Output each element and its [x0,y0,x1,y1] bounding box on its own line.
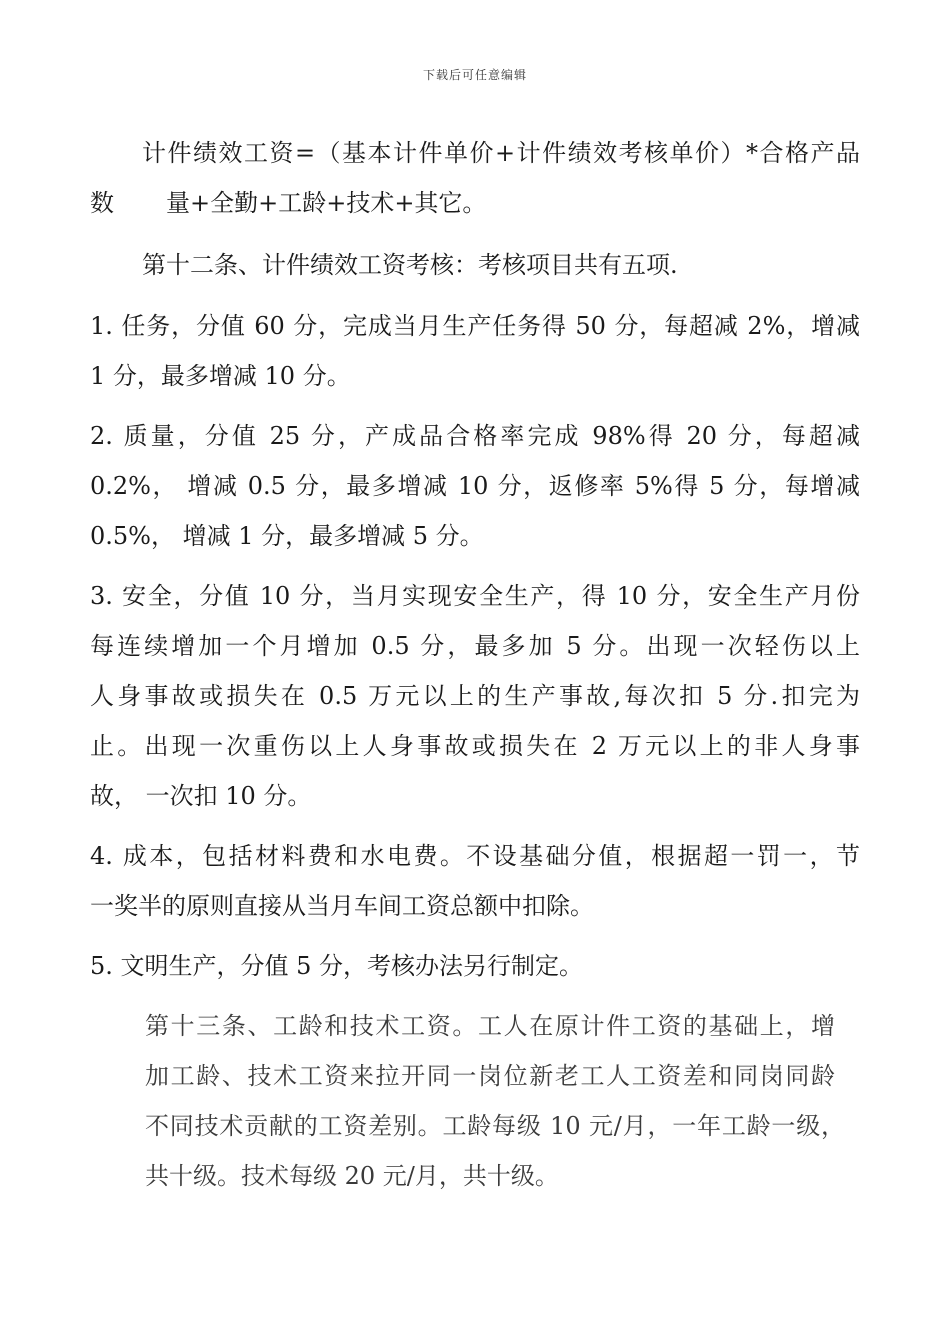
item-4-line-2: 一奖半的原则直接从当月车间工资总额中扣除。 [90,892,594,920]
header-note: 下载后可任意编辑 [422,68,527,82]
item-5-line-1: 5. 文明生产，分值 5 分，考核办法另行制定。 [90,952,584,980]
article-13-line-4: 共十级。技术每级 20 元/月，共十级。 [145,1162,559,1190]
article-12-title: 第十二条、计件绩效工资考核：考核项目共有五项. [142,251,678,279]
formula-line-2-rest: 量+全勤+工龄+技术+其它。 [166,189,487,217]
item-3-line-3: 人身事故或损失在 0.5 万元以上的生产事故,每次扣 5 分.扣完为 [90,682,860,710]
formula-line-2-lead: 数 [90,189,114,217]
item-3-line-1: 3. 安全，分值 10 分，当月实现安全生产，得 10 分，安全生产月份 [90,582,860,610]
item-3-line-2: 每连续增加一个月增加 0.5 分，最多加 5 分。出现一次轻伤以上 [90,632,860,660]
item-3-line-4: 止。出现一次重伤以上人身事故或损失在 2 万元以上的非人身事 [90,732,860,760]
item-2-line-1: 2. 质量，分值 25 分，产成品合格率完成 98%得 20 分，每超减 [90,422,860,450]
formula-line-1: 计件绩效工资=（基本计件单价+计件绩效考核单价）*合格产品 [142,139,860,167]
item-1-line-2: 1 分，最多增减 10 分。 [90,362,351,390]
item-4-line-1: 4. 成本，包括材料费和水电费。不设基础分值，根据超一罚一，节 [90,842,860,870]
item-2-line-3: 0.5%， 增减 1 分，最多增减 5 分。 [90,522,484,550]
item-2-line-2: 0.2%， 增减 0.5 分，最多增减 10 分，返修率 5%得 5 分，每增减 [90,472,860,500]
article-13-line-2: 加工龄、技术工资来拉开同一岗位新老工人工资差和同岗同龄 [145,1062,835,1090]
article-13-line-1: 第十三条、工龄和技术工资。工人在原计件工资的基础上，增 [145,1012,835,1040]
item-1-line-1: 1. 任务，分值 60 分，完成当月生产任务得 50 分，每超减 2%，增减 [90,312,860,340]
item-3-line-5: 故， 一次扣 10 分。 [90,782,312,810]
article-13-line-3: 不同技术贡献的工资差别。工龄每级 10 元/月，一年工龄一级， [145,1112,845,1140]
